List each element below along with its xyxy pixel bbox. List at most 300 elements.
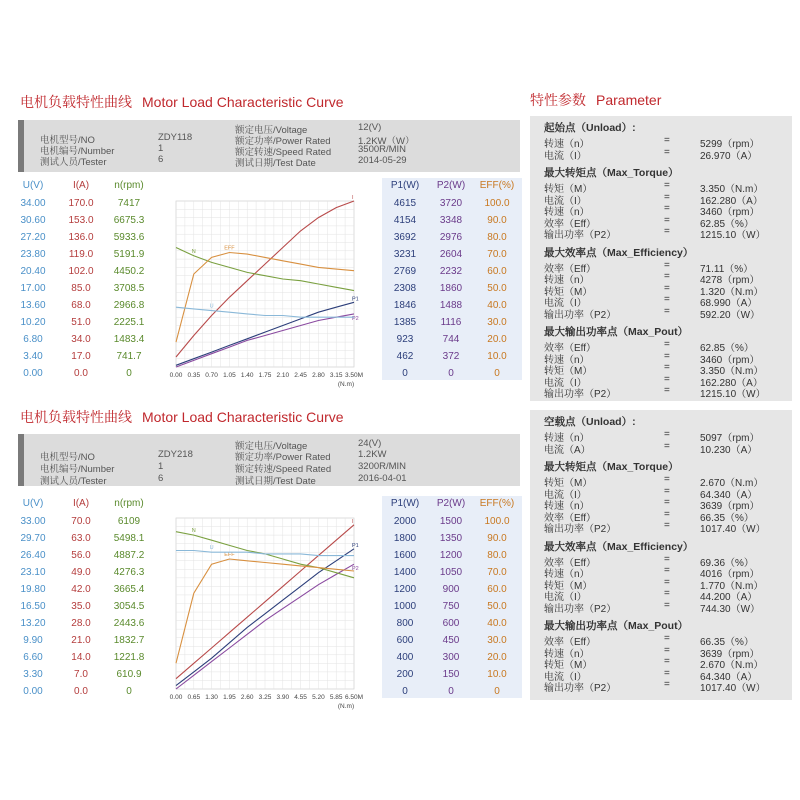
table-cell-u: 30.60: [20, 215, 46, 226]
series-label-eff: EFF: [224, 552, 235, 559]
table-cell-p2: 1200: [439, 550, 463, 561]
x-tick-label: 5.20: [312, 694, 325, 701]
table-cell-i: 119.0: [68, 249, 94, 260]
speed-label: 额定转速/Speed Rated: [235, 464, 332, 475]
table-cell-eff: 50.0: [487, 283, 507, 294]
x-tick-label: 2.80: [312, 372, 325, 379]
param-label: 电流（A）: [544, 444, 591, 456]
header-accent-bar: [18, 120, 24, 172]
param-equals: =: [664, 373, 670, 385]
param-heading-text: 最大转矩点（Max_Torque）: [544, 461, 679, 473]
param-label: 效率（Eff）: [544, 637, 597, 648]
param-label: 效率（Eff）: [544, 512, 597, 524]
table-cell-u: 9.90: [23, 635, 43, 646]
table-cell-p1: 1600: [393, 550, 417, 561]
number-value: 1: [158, 143, 164, 154]
param-value: 26.970（A）: [700, 150, 758, 162]
series-label-p1: P1: [352, 542, 359, 549]
table-cell-p1: 2000: [393, 516, 417, 527]
table-cell-n: 1832.7: [113, 635, 145, 646]
param-label: 效率（Eff）: [544, 343, 597, 354]
series-label-p2: P2: [352, 566, 359, 573]
param-equals: =: [664, 440, 670, 452]
voltage-label: 额定电压/Voltage: [235, 125, 308, 136]
param-label: 转速（n）: [544, 275, 590, 286]
x-tick-label: 1.30: [205, 694, 218, 701]
param-label: 转矩（M）: [544, 184, 593, 195]
x-tick-label: 1.05: [223, 372, 236, 379]
table-cell-p1: 2769: [393, 266, 417, 277]
table-cell-u: 19.80: [20, 584, 46, 595]
table-cell-i: 70.0: [71, 516, 91, 527]
table-cell-eff: 30.0: [487, 317, 507, 328]
table-cell-u: 26.40: [20, 550, 46, 561]
table-cell-u: 0.00: [23, 686, 43, 697]
table-cell-n: 1221.8: [113, 652, 145, 663]
table-cell-u: 0.00: [23, 368, 43, 379]
param-value: 3460（rpm）: [700, 207, 760, 218]
param-equals: =: [664, 305, 670, 317]
table-cell-n: 741.7: [116, 351, 142, 362]
table-cell-p1: 1400: [393, 567, 417, 578]
param-label: 电流（I）: [544, 195, 587, 207]
table-cell-p1: 4615: [393, 198, 417, 209]
param-heading-text: 最大效率点（Max_Efficiency）: [544, 246, 694, 259]
motor-header-1: [18, 120, 520, 172]
table-cell-i: 21.0: [71, 635, 91, 646]
table-cell-u: 27.20: [20, 232, 46, 243]
table-cell-eff: 10.0: [487, 351, 507, 362]
series-label-eff: EFF: [224, 245, 235, 252]
x-tick-label: 0.65: [187, 694, 201, 701]
table-cell-n: 1483.4: [113, 334, 145, 345]
param-label: 转速（n）: [544, 207, 590, 218]
table-cell-eff: 40.0: [487, 300, 507, 311]
column-header-eff: EFF(%): [479, 498, 515, 509]
param-value: 3639（rpm）: [700, 648, 760, 660]
param-label: 输出功率（P2）: [544, 683, 617, 694]
param-equals: =: [664, 679, 670, 690]
param-label: 输出功率（P2）: [544, 230, 617, 241]
x-tick-label: 3.25: [258, 694, 272, 701]
param-equals: =: [664, 497, 670, 508]
tester-value: 6: [158, 154, 164, 165]
column-header-p1: P1(W): [390, 498, 420, 509]
series-label-n: N: [191, 248, 196, 255]
param-value: 68.990（A）: [700, 298, 758, 309]
x-axis-label: (N.m): [337, 703, 355, 710]
param-value: 44.200（A）: [700, 592, 758, 603]
table-cell-p2: 1350: [439, 533, 463, 544]
table-cell-eff: 20.0: [487, 334, 507, 345]
table-cell-p1: 1846: [393, 300, 417, 311]
table-cell-i: 136.0: [68, 232, 94, 243]
x-tick-label: 3.15: [329, 372, 343, 379]
x-tick-label: 3.90: [276, 694, 290, 701]
param-label: 转速（n）: [544, 569, 590, 580]
left-table-1: [10, 180, 160, 380]
table-cell-p2: 0: [448, 368, 454, 379]
table-cell-p1: 3231: [393, 249, 417, 260]
voltage-value: 24(V): [358, 438, 382, 449]
param-label: 转矩（M）: [544, 478, 593, 489]
table-cell-eff: 0: [494, 368, 500, 379]
param-label: 转矩（M）: [544, 660, 593, 671]
model-value: ZDY218: [158, 449, 193, 460]
param-value: 62.85（%）: [700, 218, 754, 230]
model-value: ZDY118: [158, 132, 193, 143]
table-cell-i: 42.0: [71, 584, 91, 595]
x-tick-label: 1.40: [240, 372, 254, 379]
param-equals: =: [664, 294, 670, 305]
title-cn: 电机负载特性曲线: [20, 94, 132, 110]
voltage-label: 额定电压/Voltage: [235, 441, 308, 452]
table-cell-p2: 600: [442, 618, 460, 629]
table-cell-p1: 1385: [393, 317, 417, 328]
param-heading-text: 最大输出功率点（Max_Pout）: [544, 620, 689, 632]
x-tick-label: 4.55: [294, 694, 307, 701]
table-cell-i: 17.0: [71, 351, 91, 362]
x-tick-label: 6.50M: [344, 694, 364, 701]
param-equals: =: [664, 214, 670, 226]
table-cell-eff: 70.0: [487, 249, 507, 260]
date-label: 测试日期/Test Date: [235, 476, 316, 487]
table-cell-u: 3.40: [23, 351, 43, 362]
param-heading-text: 最大输出功率点（Max_Pout）: [544, 326, 689, 338]
table-cell-eff: 60.0: [487, 266, 507, 277]
table-cell-i: 0.0: [74, 686, 88, 697]
param-label: 电流（I）: [544, 671, 587, 683]
table-cell-n: 3054.5: [113, 601, 145, 612]
param-equals: =: [664, 339, 670, 350]
param-label: 效率（Eff）: [544, 263, 597, 275]
table-cell-eff: 80.0: [487, 550, 507, 561]
table-cell-u: 20.40: [20, 266, 46, 277]
param-value: 3.350（N.m）: [700, 366, 764, 377]
power-value: 1.2KW: [358, 449, 387, 460]
table-cell-eff: 90.0: [487, 533, 507, 544]
table-cell-i: 63.0: [71, 533, 91, 544]
table-cell-n: 7417: [117, 198, 141, 209]
tester-value: 6: [158, 473, 164, 484]
table-cell-i: 28.0: [71, 618, 91, 629]
param-equals: =: [664, 385, 670, 396]
model-label: 电机型号/NO: [40, 452, 95, 463]
table-cell-p1: 800: [396, 618, 414, 629]
series-label-n: N: [191, 528, 196, 535]
param-equals: =: [664, 565, 670, 576]
table-cell-p2: 0: [448, 686, 454, 697]
param-value: 64.340（A）: [700, 671, 758, 683]
param-value: 71.11（%）: [700, 263, 754, 275]
param-value: 4278（rpm）: [700, 275, 760, 286]
table-cell-p2: 900: [442, 584, 460, 595]
param-equals: =: [664, 282, 670, 294]
param-label: 输出功率（P2）: [544, 309, 617, 321]
power-value: 1.2KW（W）: [358, 136, 415, 147]
param-value: 66.35（%）: [700, 512, 754, 524]
table-cell-u: 16.50: [20, 601, 46, 612]
table-cell-p1: 1800: [393, 533, 417, 544]
series-label-u: U: [209, 303, 214, 310]
param-heading-text: 空载点（Unload）:: [544, 416, 636, 428]
param-value: 592.20（W）: [700, 309, 761, 321]
speed-value: 3200R/MIN: [358, 461, 407, 472]
param-equals: =: [664, 146, 670, 158]
param-value: 1.770（N.m）: [700, 580, 764, 592]
param-heading-text: 最大转矩点（Max_Torque）: [544, 167, 679, 179]
table-cell-u: 6.80: [23, 334, 43, 345]
table-cell-u: 23.10: [20, 567, 46, 578]
x-tick-label: 0.70: [205, 372, 218, 379]
table-cell-n: 3665.4: [113, 584, 145, 595]
x-tick-label: 1.75: [258, 372, 272, 379]
param-heading-text: 最大效率点（Max_Efficiency）: [544, 540, 694, 553]
param-value: 1.320（N.m）: [700, 286, 764, 298]
table-cell-eff: 60.0: [487, 584, 507, 595]
x-tick-label: 0.35: [187, 372, 201, 379]
table-cell-i: 34.0: [71, 334, 91, 345]
number-label: 电机编号/Number: [40, 146, 115, 157]
param-label: 转速（n）: [544, 433, 590, 444]
table-cell-u: 10.20: [20, 317, 46, 328]
param-label: 转矩（M）: [544, 580, 593, 592]
param-value: 1017.40（W）: [700, 683, 766, 694]
right-table-2: [382, 498, 522, 698]
column-header-p2: P2(W): [436, 498, 466, 509]
param-equals: =: [664, 350, 670, 362]
table-cell-i: 68.0: [71, 300, 91, 311]
param-equals: =: [664, 656, 670, 667]
table-cell-n: 610.9: [116, 669, 142, 680]
param-label: 效率（Eff）: [544, 218, 597, 230]
x-tick-label: 0.00: [169, 372, 183, 379]
x-tick-label: 1.95: [223, 694, 236, 701]
table-cell-i: 49.0: [71, 567, 91, 578]
table-cell-u: 34.00: [20, 198, 46, 209]
table-cell-eff: 20.0: [487, 652, 507, 663]
table-cell-p1: 1200: [393, 584, 417, 595]
table-cell-p2: 372: [442, 351, 460, 362]
table-cell-n: 3708.5: [113, 283, 145, 294]
param-label: 转速（n）: [544, 354, 590, 366]
param-value: 1215.10（W）: [700, 389, 766, 400]
param-label: 电流（I）: [544, 592, 587, 603]
param-equals: =: [664, 271, 670, 282]
x-tick-label: 2.60: [240, 694, 254, 701]
series-label-p1: P1: [352, 296, 359, 303]
table-cell-i: 14.0: [71, 652, 91, 663]
param-value: 162.280（A）: [700, 377, 763, 389]
tester-label: 测试人员/Tester: [40, 476, 107, 487]
param-value: 4016（rpm）: [700, 569, 760, 580]
param-equals: =: [664, 259, 670, 271]
param-equals: =: [664, 508, 670, 520]
series-label-i: I: [352, 195, 354, 201]
motor-chart-2: [162, 512, 374, 717]
param-value: 3639（rpm）: [700, 501, 760, 512]
table-cell-eff: 100.0: [484, 516, 510, 527]
table-cell-p2: 1860: [439, 283, 463, 294]
x-tick-label: 0.00: [169, 694, 183, 701]
table-cell-n: 2443.6: [113, 618, 145, 629]
table-cell-p1: 4154: [393, 215, 417, 226]
date-label: 测试日期/Test Date: [235, 158, 316, 169]
param-equals: =: [664, 474, 670, 485]
table-cell-eff: 30.0: [487, 635, 507, 646]
param-label: 输出功率（P2）: [544, 603, 617, 615]
param-value: 162.280（A）: [700, 195, 763, 207]
x-tick-label: 3.50M: [344, 372, 364, 379]
number-label: 电机编号/Number: [40, 464, 115, 475]
table-cell-n: 0: [126, 368, 132, 379]
param-panel-1: [530, 116, 792, 401]
table-cell-i: 0.0: [74, 368, 88, 379]
voltage-value: 12(V): [358, 122, 382, 133]
table-cell-u: 13.20: [20, 618, 46, 629]
title-cn: 电机负载特性曲线: [20, 409, 132, 425]
param-equals: =: [664, 644, 670, 656]
motor-chart-1: [162, 195, 374, 395]
column-header-u: U(V): [22, 180, 44, 191]
param-heading-text: 起始点（Unload）:: [544, 122, 636, 134]
param-equals: =: [664, 135, 670, 146]
param-label: 输出功率（P2）: [544, 524, 617, 535]
table-cell-n: 0: [126, 686, 132, 697]
section-title-2: [20, 407, 344, 427]
table-cell-p2: 3720: [439, 198, 463, 209]
power-label: 额定功率/Power Rated: [235, 136, 331, 147]
column-header-p1: P1(W): [390, 180, 420, 191]
table-cell-p2: 3348: [439, 215, 463, 226]
param-label: 转矩（M）: [544, 286, 593, 298]
table-cell-u: 13.60: [20, 300, 46, 311]
table-cell-p1: 600: [396, 635, 414, 646]
param-equals: =: [664, 576, 670, 588]
column-header-p2: P2(W): [436, 180, 466, 191]
table-cell-eff: 40.0: [487, 618, 507, 629]
table-cell-u: 6.60: [23, 652, 43, 663]
table-cell-i: 153.0: [68, 215, 94, 226]
column-header-i: I(A): [72, 180, 90, 191]
table-cell-i: 35.0: [71, 601, 91, 612]
left-table-2: [10, 498, 160, 698]
table-cell-u: 17.00: [20, 283, 46, 294]
table-cell-p2: 1488: [439, 300, 463, 311]
table-cell-p1: 923: [396, 334, 414, 345]
column-header-eff: EFF(%): [479, 180, 515, 191]
series-label-p2: P2: [352, 315, 359, 322]
x-tick-label: 2.10: [276, 372, 290, 379]
table-cell-p1: 400: [396, 652, 414, 663]
motor-header-2: [18, 434, 520, 486]
param-value: 62.85（%）: [700, 343, 754, 354]
series-label-u: U: [209, 545, 214, 552]
table-cell-i: 102.0: [68, 266, 94, 277]
table-cell-n: 6109: [117, 516, 141, 527]
table-cell-i: 170.0: [68, 198, 94, 209]
param-equals: =: [664, 203, 670, 214]
param-value: 5097（rpm）: [700, 433, 760, 444]
table-cell-n: 5191.9: [113, 249, 145, 260]
param-equals: =: [664, 362, 670, 373]
param-equals: =: [664, 599, 670, 611]
param-value: 69.36（%）: [700, 557, 754, 569]
x-tick-label: 2.45: [294, 372, 307, 379]
table-cell-eff: 0: [494, 686, 500, 697]
param-label: 电流（I）: [544, 489, 587, 501]
param-panel-2: [530, 410, 792, 700]
param-value: 744.30（W）: [700, 603, 761, 615]
table-cell-eff: 90.0: [487, 215, 507, 226]
table-cell-n: 6675.3: [113, 215, 145, 226]
param-value: 1215.10（W）: [700, 230, 766, 241]
table-cell-p2: 450: [442, 635, 460, 646]
table-cell-p2: 300: [442, 652, 460, 663]
column-header-n: n(rpm): [114, 180, 144, 191]
param-equals: =: [664, 553, 670, 565]
table-cell-eff: 50.0: [487, 601, 507, 612]
speed-value: 3500R/MIN: [358, 144, 407, 155]
date-value: 2016-04-01: [358, 473, 407, 484]
param-equals: =: [664, 485, 670, 497]
param-label: 转矩（M）: [544, 366, 593, 377]
param-label: 转速（n）: [544, 501, 590, 512]
number-value: 1: [158, 461, 164, 472]
table-cell-i: 56.0: [71, 550, 91, 561]
table-cell-p1: 0: [402, 686, 408, 697]
table-cell-p1: 1000: [393, 601, 417, 612]
table-cell-p2: 2976: [439, 232, 463, 243]
table-cell-eff: 100.0: [484, 198, 510, 209]
table-cell-p1: 0: [402, 368, 408, 379]
param-value: 66.35（%）: [700, 637, 754, 648]
param-equals: =: [664, 633, 670, 644]
param-value: 2.670（N.m）: [700, 660, 764, 671]
param-equals: =: [664, 191, 670, 203]
table-cell-p2: 744: [442, 334, 460, 345]
param-title-en: Parameter: [596, 92, 662, 108]
table-cell-p2: 2232: [439, 266, 463, 277]
table-cell-eff: 10.0: [487, 669, 507, 680]
table-cell-eff: 80.0: [487, 232, 507, 243]
table-cell-u: 29.70: [20, 533, 46, 544]
table-cell-p2: 1116: [440, 317, 462, 328]
table-cell-i: 7.0: [74, 669, 88, 680]
table-cell-i: 85.0: [71, 283, 91, 294]
table-cell-u: 23.80: [20, 249, 46, 260]
table-cell-p1: 462: [396, 351, 414, 362]
param-value: 10.230（A）: [700, 444, 758, 456]
title-en: Motor Load Characteristic Curve: [142, 409, 344, 425]
table-cell-n: 2966.8: [113, 300, 145, 311]
table-cell-n: 4450.2: [113, 266, 145, 277]
param-label: 转速（n）: [544, 648, 590, 660]
param-equals: =: [664, 588, 670, 599]
table-cell-n: 4887.2: [113, 550, 145, 561]
right-table-1: [382, 180, 522, 380]
section-title-1: [20, 92, 344, 112]
param-label: 电流（I）: [544, 377, 587, 389]
table-cell-p2: 750: [442, 601, 460, 612]
param-equals: =: [664, 226, 670, 237]
param-value: 3.350（N.m）: [700, 184, 764, 195]
param-value: 1017.40（W）: [700, 524, 766, 535]
param-label: 转速（n）: [544, 139, 590, 150]
param-title: [530, 90, 661, 110]
table-cell-p1: 3692: [393, 232, 417, 243]
param-value: 2.670（N.m）: [700, 478, 764, 489]
